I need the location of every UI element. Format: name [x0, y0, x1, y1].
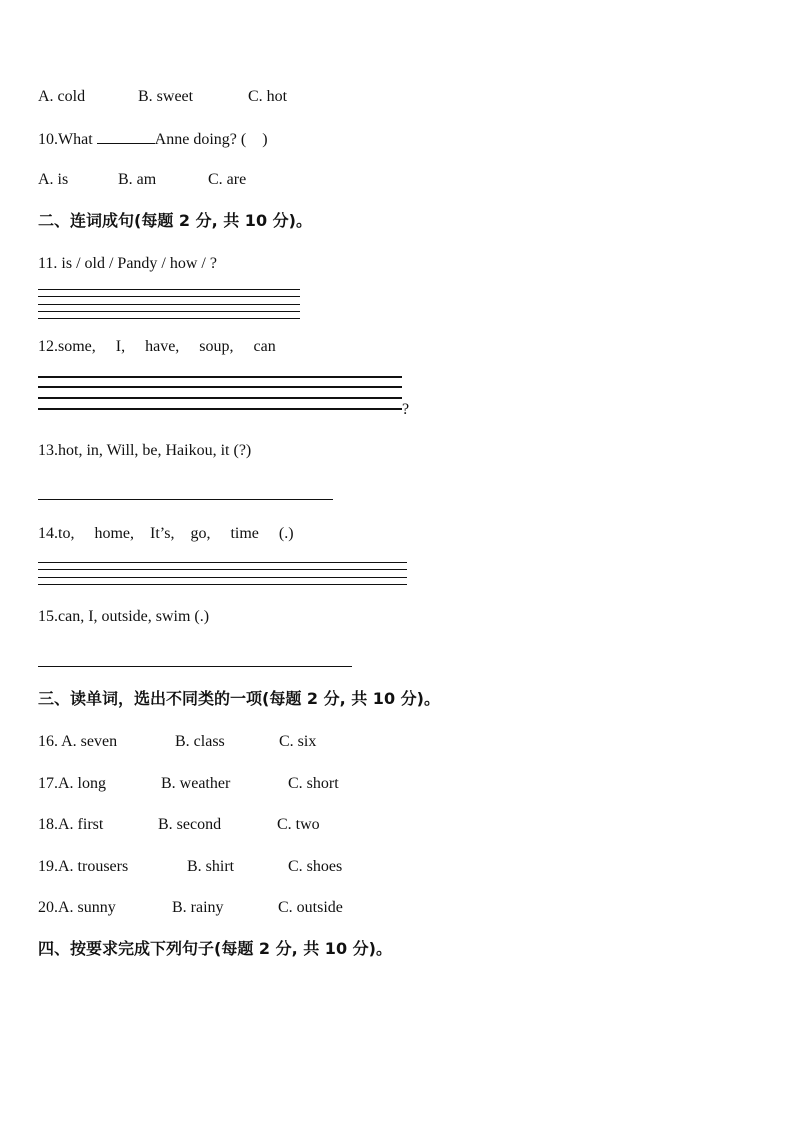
answer-line — [38, 584, 407, 585]
q20-row — [38, 898, 343, 918]
q17-option-a: 17.A. long — [38, 775, 106, 792]
q15-words: 15.can, I, outside, swim (.) — [38, 608, 210, 625]
answer-line — [38, 386, 402, 388]
q10-options — [38, 170, 246, 190]
q12-words: 12.some, I, have, soup, can — [38, 338, 276, 355]
q9-option-b: B. sweet — [138, 88, 194, 105]
answer-line — [38, 311, 300, 312]
section3-title: 三、读单词，选出不同类的一项(每题 2 分, 共 10 分)。 — [38, 689, 440, 708]
q9-option-a: A. cold — [38, 88, 86, 105]
answer-line — [38, 304, 300, 305]
q12-question-mark: ? — [402, 401, 410, 418]
q9-options — [38, 87, 287, 107]
q19-option-b: B. shirt — [187, 858, 235, 875]
q18-option-b: B. second — [158, 816, 222, 833]
q10-option-a: A. is — [38, 171, 69, 188]
q15-answer-line[interactable] — [38, 666, 352, 667]
q10-question — [38, 129, 268, 150]
q10-suffix: Anne doing? ( ) — [154, 131, 268, 148]
q17-row — [38, 774, 339, 794]
q19-option-c: C. shoes — [288, 858, 343, 875]
q16-row — [38, 732, 316, 752]
answer-line — [38, 562, 407, 563]
section4-title: 四、按要求完成下列句子(每题 2 分, 共 10 分)。 — [38, 939, 392, 958]
q14-words: 14.to, home, It’s, go, time (.) — [38, 525, 294, 542]
answer-line — [38, 318, 300, 319]
answer-line — [38, 408, 402, 410]
q16-option-c: C. six — [279, 733, 317, 750]
q16-option-b: B. class — [175, 733, 225, 750]
answer-line — [38, 577, 407, 578]
q18-option-c: C. two — [277, 816, 320, 833]
q10-option-b: B. am — [118, 171, 157, 188]
q17-option-b: B. weather — [161, 775, 231, 792]
q19-option-a: 19.A. trousers — [38, 858, 129, 875]
q17-option-c: C. short — [288, 775, 339, 792]
q18-row — [38, 815, 320, 835]
answer-line — [38, 376, 402, 378]
answer-line — [38, 296, 300, 297]
q10-option-c: C. are — [208, 171, 247, 188]
q19-row — [38, 857, 342, 877]
q9-option-c: C. hot — [248, 88, 288, 105]
answer-line — [38, 397, 402, 399]
q13-answer-line[interactable] — [38, 499, 333, 500]
q20-option-a: 20.A. sunny — [38, 899, 116, 916]
q18-option-a: 18.A. first — [38, 816, 104, 833]
q11-words: 11. is / old / Pandy / how / ? — [38, 255, 217, 272]
q10-answer-blank[interactable] — [97, 129, 155, 144]
answer-line — [38, 569, 407, 570]
answer-line — [38, 289, 300, 290]
q16-option-a: 16. A. seven — [38, 733, 118, 750]
q20-option-b: B. rainy — [172, 899, 224, 916]
section2-title: 二、连词成句(每题 2 分, 共 10 分)。 — [38, 211, 312, 230]
q10-prefix: 10.What — [38, 131, 93, 148]
q13-words: 13.hot, in, Will, be, Haikou, it (?) — [38, 442, 252, 459]
q20-option-c: C. outside — [278, 899, 343, 916]
